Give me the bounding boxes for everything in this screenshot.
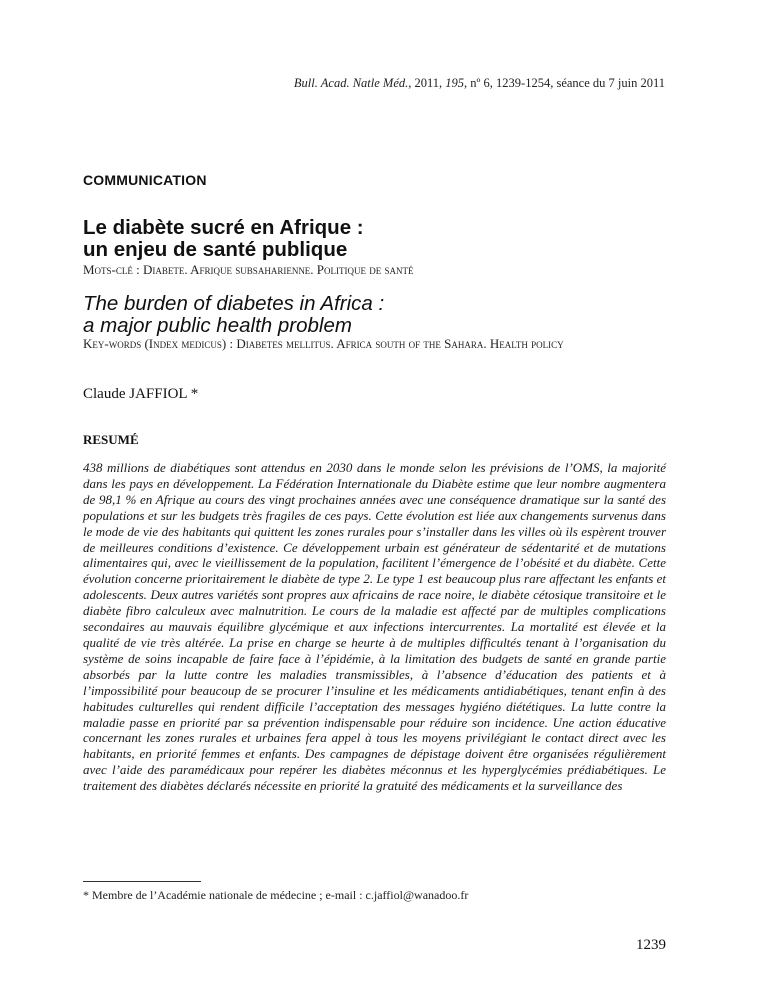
- title-french-line-2: un enjeu de santé publique: [83, 238, 348, 261]
- title-english-line-1: The burden of diabetes in Africa :: [83, 292, 385, 315]
- footnote-divider: [83, 881, 201, 882]
- author-name: Claude JAFFIOL *: [83, 386, 199, 402]
- title-french: [83, 217, 673, 261]
- keywords-french: Mots-clé : Diabete. Afrique subsaharienne. Politique de santé: [83, 262, 414, 277]
- abstract-heading: RESUMÉ: [83, 432, 139, 447]
- journal-issue-pages: , nº 6, 1239-1254, séance du 7 juin 2011: [464, 76, 665, 90]
- journal-year: , 2011,: [408, 76, 446, 90]
- journal-volume: 195: [445, 76, 465, 90]
- title-french-line-1: Le diabète sucré en Afrique :: [83, 216, 364, 239]
- page-number: 1239: [636, 937, 666, 953]
- keywords-english: Key-words (Index medicus) : Diabetes mellitus. Africa south of the Sahara. Health policy: [83, 336, 564, 351]
- title-english-line-2: a major public health problem: [83, 314, 352, 337]
- title-english: [83, 293, 673, 337]
- author-footnote: * Membre de l’Académie nationale de médecine ; e-mail : c.jaffiol@wanadoo.fr: [83, 888, 469, 902]
- section-label: COMMUNICATION: [83, 172, 207, 188]
- abstract-body: 438 millions de diabétiques sont attendus en 2030 dans le monde selon les prévisions de l’OMS, la majorité dans les pays en développement. La Fédération Internationale du Diabète estime que leur nombre augmentera de 98,1 % en Afrique au cours des vingt prochaines années avec une conséquence dramatique sur la santé des populations et sur les budgets très fragiles de ces pays. Cette évolution est liée aux changements survenus dans le mode de vie des habitants qui quittent les zones rurales pour s’installer dans les villes où ils espèrent trouver de meilleures conditions d’existence. Ce développement urbain est générateur de sédentarité et de mutations alimentaires qui, avec le vieillissement de la population, facilitent l’émergence de l’obésité et du diabète. Cette évolution concerne prioritairement le diabète de type 2. Le type 1 est beaucoup plus rare affectant les enfants et adolescents. Deux autres variétés sont propres aux africains de race noire, le diabète cétosique transitoire et le diabète fibro calculeux avec malnutrition. Le cours de la maladie est affecté par de multiples complications secondaires au mauvais équilibre glycémique et aux infections intercurrentes. La mortalité est élevée et la qualité de vie très altérée. La prise en charge se heurte à de multiples difficultés tenant à l’organisation du système de soins incapable de faire face à l’épidémie, à la limitation des budgets de santé en grande partie absorbés par la lutte contre les maladies transmissibles, à l’absence d’éducation des patients et à l’impossibilité pour beaucoup de se procurer l’insuline et les médicaments antidiabétiques, tenant enfin à des habitudes culturelles qui rendent difficile l’acceptation des messages hygiéno diététiques. La lutte contre la maladie passe en priorité par sa prévention indispensable pour réduire son incidence. Une action éducative concernant les zones rurales et urbaines fera appel à tous les moyens privilégiant le contact direct avec les habitants, en priorité femmes et enfants. Des campagnes de dépistage doivent être organisées régulièrement avec l’aide des paramédicaux pour repérer les diabètes méconnus et les hyperglycémies prédiabétiques. Le traitement des diabètes déclarés nécessite en priorité la gratuité des médicaments et la surveillance des: [83, 460, 666, 794]
- running-header: [60, 76, 665, 91]
- journal-name: Bull. Acad. Natle Méd.: [293, 76, 409, 90]
